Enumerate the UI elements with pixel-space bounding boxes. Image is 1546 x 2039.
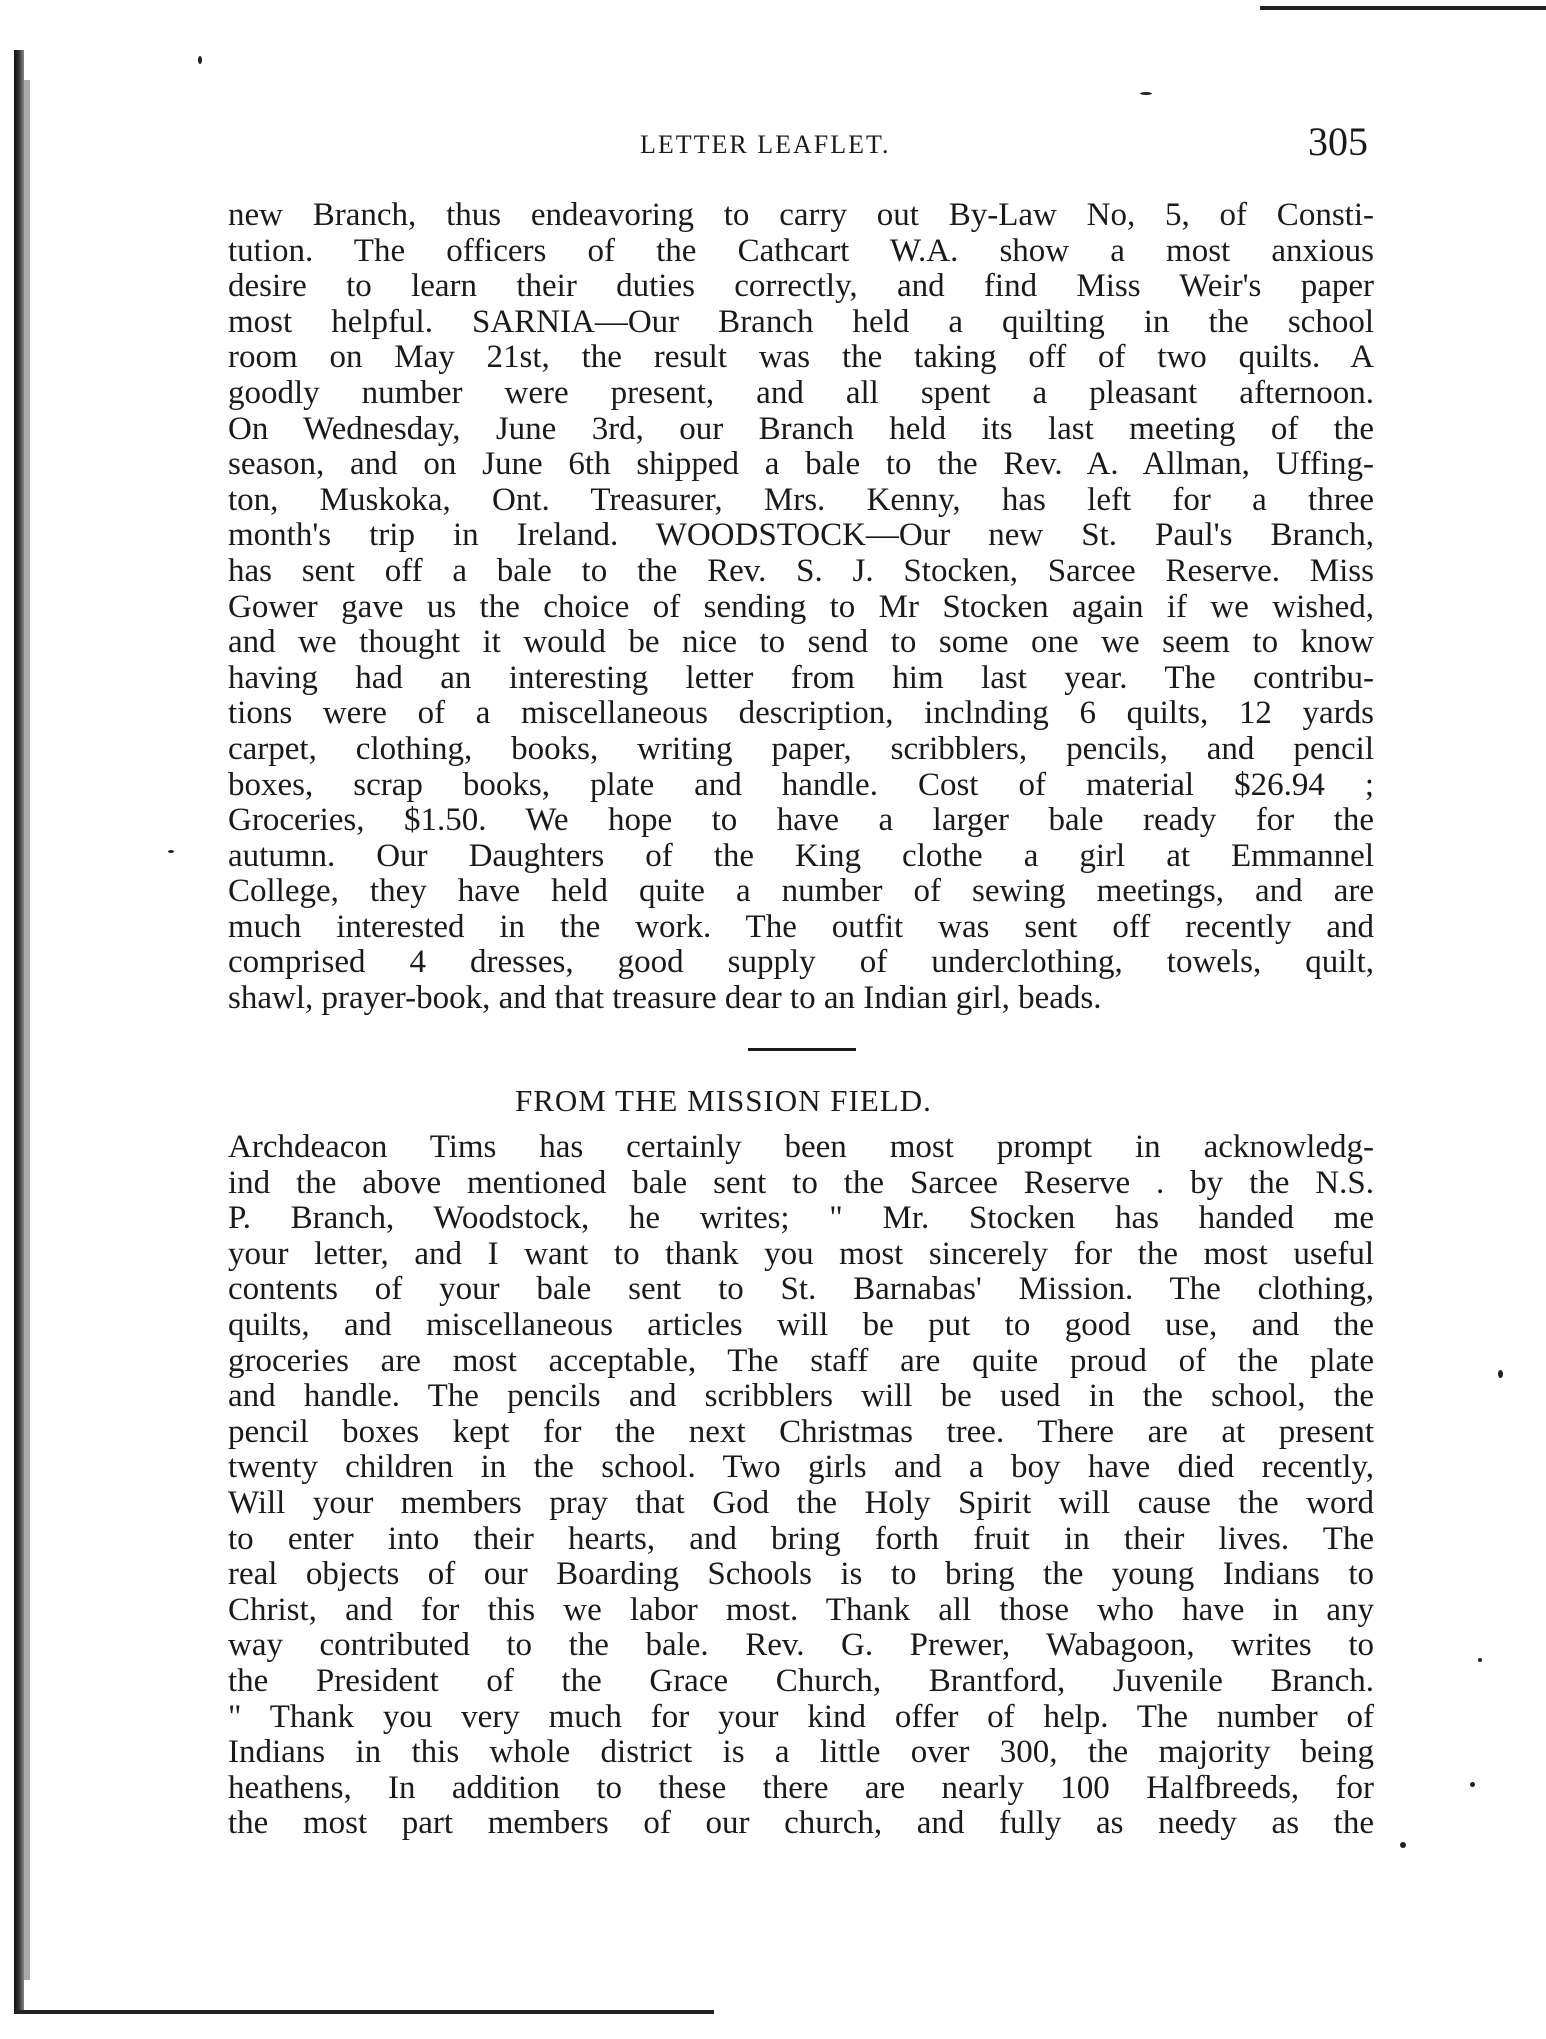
scan-speck xyxy=(168,850,174,853)
section-heading: FROM THE MISSION FIELD. xyxy=(515,1083,932,1118)
text-line: ton, Muskoka, Ont. Treasurer, Mrs. Kenny, has left for a three xyxy=(228,481,1374,518)
text-line: Will your members pray that God the Holy Spirit will cause the word xyxy=(228,1484,1374,1521)
text-line: Indians in this whole district is a little over 300, the majority being xyxy=(228,1734,1374,1771)
text-line: twenty children in the school. Two girls and a boy have died recently, xyxy=(228,1449,1374,1486)
text-line: boxes, scrap books, plate and handle. Cost of material $26.94 ; xyxy=(228,766,1374,803)
running-header: LETTER LEAFLET. xyxy=(640,130,891,159)
text-line: " Thank you very much for your kind offer of help. The number of xyxy=(228,1698,1374,1735)
scan-binding-edge xyxy=(14,50,24,2010)
text-line: has sent off a bale to the Rev. S. J. Stocken, Sarcee Reserve. Miss xyxy=(228,552,1374,589)
report-paragraph xyxy=(228,198,1374,1017)
text-line: P. Branch, Woodstock, he writes; " Mr. Stocken has handed me xyxy=(228,1200,1374,1237)
text-line: Archdeacon Tims has certainly been most prompt in acknowledg- xyxy=(228,1129,1374,1165)
text-line: the President of the Grace Church, Brantford, Juvenile Branch. xyxy=(228,1662,1374,1699)
text-line: quilts, and miscellaneous articles will be put to good use, and the xyxy=(228,1306,1374,1343)
text-line: room on May 21st, the result was the taking off of two quilts. A xyxy=(228,339,1374,376)
text-line: the most part members of our church, and fully as needy as the xyxy=(228,1805,1374,1842)
scan-speck xyxy=(1400,1842,1406,1848)
text-line: autumn. Our Daughters of the King clothe a girl at Emmannel xyxy=(228,837,1374,874)
text-line: carpet, clothing, books, writing paper, scribblers, pencils, and pencil xyxy=(228,730,1374,767)
text-line: season, and on June 6th shipped a bale to the Rev. A. Allman, Uffing- xyxy=(228,446,1374,483)
text-line: to enter into their hearts, and bring forth fruit in their lives. The xyxy=(228,1520,1374,1557)
text-line: Gower gave us the choice of sending to Mr Stocken again if we wished, xyxy=(228,588,1374,625)
mission-paragraph xyxy=(228,1130,1374,1842)
text-line: having had an interesting letter from him last year. The contribu- xyxy=(228,659,1374,696)
text-line: desire to learn their duties correctly, and find Miss Weir's paper xyxy=(228,268,1374,305)
text-line: comprised 4 dresses, good supply of underclothing, towels, quilt, xyxy=(228,944,1374,981)
scan-speck xyxy=(198,56,202,64)
text-line: tions were of a miscellaneous description, inclnding 6 quilts, 12 yards xyxy=(228,695,1374,732)
text-line: contents of your bale sent to St. Barnabas' Mission. The clothing, xyxy=(228,1271,1374,1308)
text-line: and handle. The pencils and scribblers will be used in the school, the xyxy=(228,1378,1374,1415)
text-line: your letter, and I want to thank you most sincerely for the most useful xyxy=(228,1235,1374,1272)
text-line: College, they have held quite a number of sewing meetings, and are xyxy=(228,873,1374,910)
text-line: goodly number were present, and all spent a pleasant afternoon. xyxy=(228,374,1374,411)
text-line: tution. The officers of the Cathcart W.A. show a most anxious xyxy=(228,232,1374,269)
scan-speck xyxy=(1140,92,1152,95)
scan-binding-shadow xyxy=(24,80,30,1980)
text-line: pencil boxes kept for the next Christmas tree. There are at present xyxy=(228,1413,1374,1450)
text-line: groceries are most acceptable, The staff are quite proud of the plate xyxy=(228,1342,1374,1379)
scan-speck xyxy=(1478,1658,1482,1662)
text-line: much interested in the work. The outfit was sent off recently and xyxy=(228,908,1374,945)
text-line: heathens, In addition to these there are nearly 100 Halfbreeds, for xyxy=(228,1769,1374,1806)
scan-top-edge xyxy=(1260,6,1546,10)
text-line: Christ, and for this we labor most. Thank all those who have in any xyxy=(228,1591,1374,1628)
text-line: and we thought it would be nice to send to some one we seem to know xyxy=(228,624,1374,661)
text-line: most helpful. SARNIA—Our Branch held a quilting in the school xyxy=(228,303,1374,340)
scan-bottom-edge xyxy=(14,2010,714,2014)
text-line: way contributed to the bale. Rev. G. Prewer, Wabagoon, writes to xyxy=(228,1627,1374,1664)
text-line: month's trip in Ireland. WOODSTOCK—Our new St. Paul's Branch, xyxy=(228,517,1374,554)
text-line: Groceries, $1.50. We hope to have a larger bale ready for the xyxy=(228,802,1374,839)
scan-speck xyxy=(1470,1782,1475,1787)
scan-speck xyxy=(1498,1370,1503,1378)
page-number: 305 xyxy=(1308,119,1368,164)
text-line: real objects of our Boarding Schools is to bring the young Indians to xyxy=(228,1556,1374,1593)
text-line: shawl, prayer-book, and that treasure dear to an Indian girl, beads. xyxy=(228,980,1102,1017)
text-line: ind the above mentioned bale sent to the Sarcee Reserve . by the N.S. xyxy=(228,1164,1374,1201)
text-line: new Branch, thus endeavoring to carry out By-Law No, 5, of Consti- xyxy=(228,197,1374,233)
section-divider xyxy=(748,1048,856,1051)
text-line: On Wednesday, June 3rd, our Branch held its last meeting of the xyxy=(228,410,1374,447)
